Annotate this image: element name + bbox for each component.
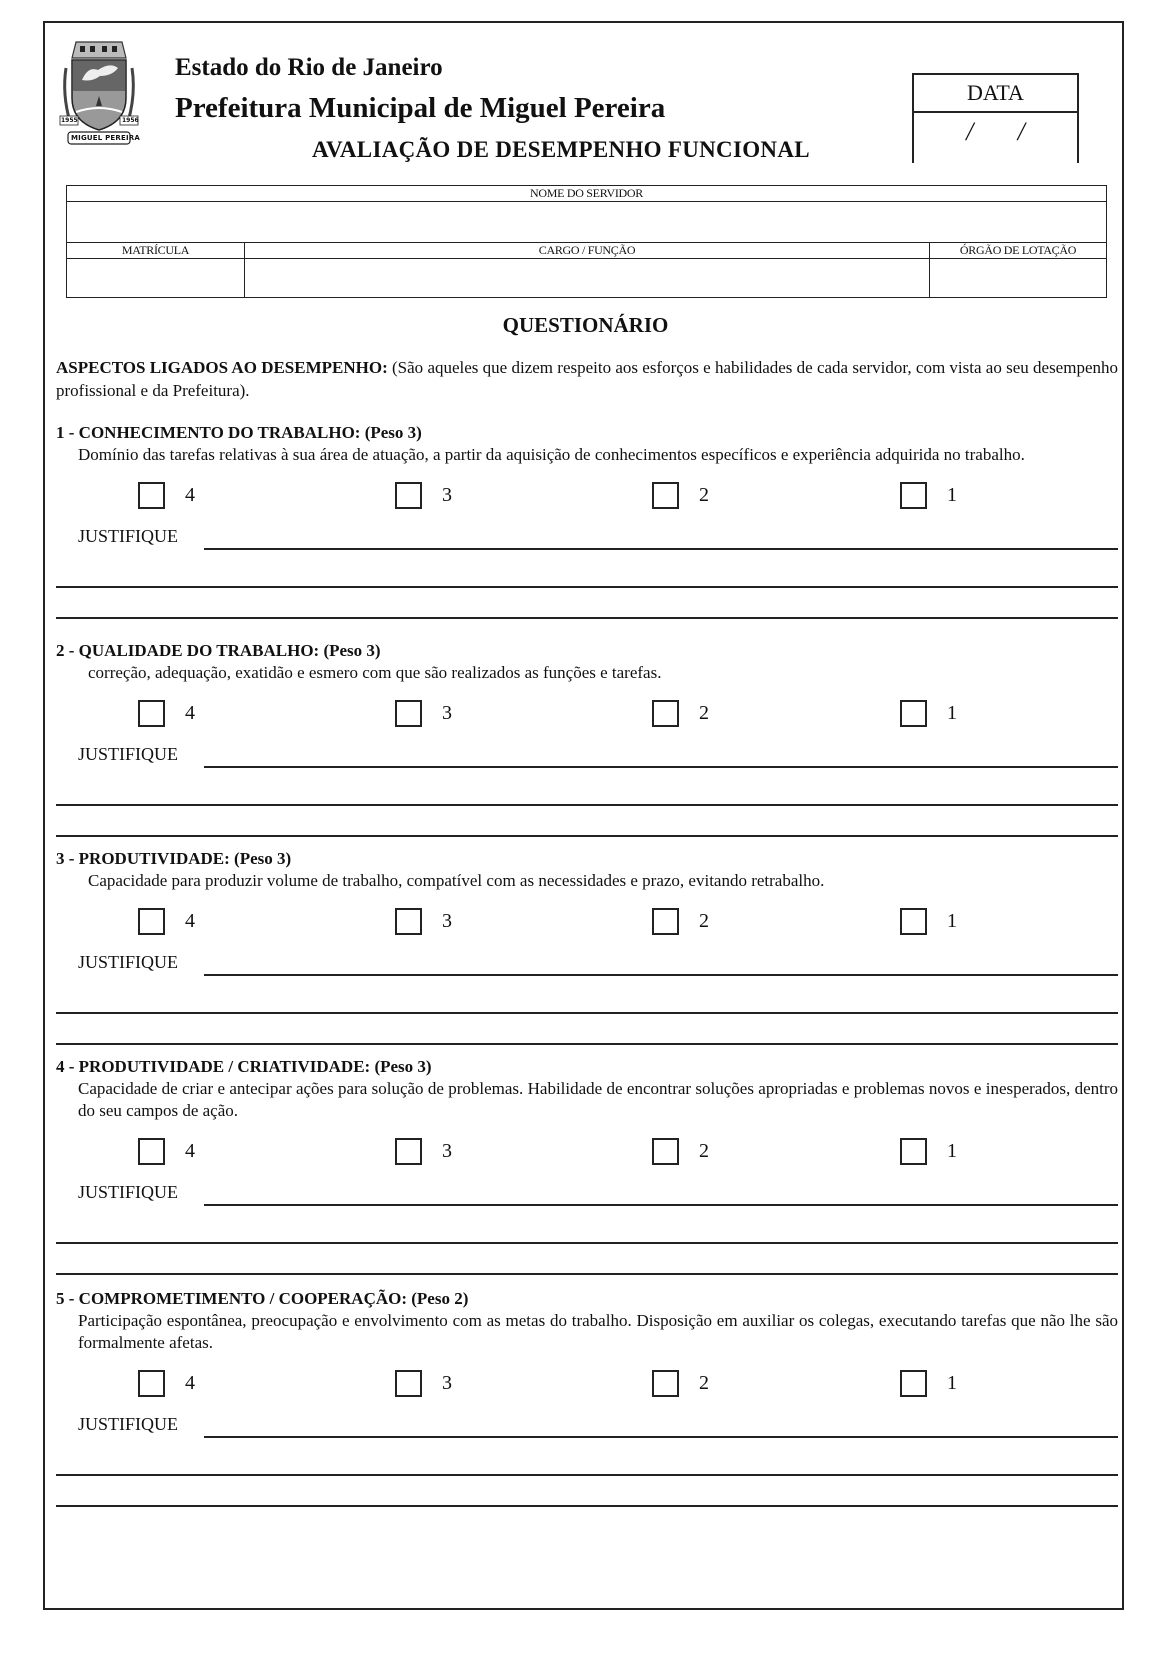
intro-heading: ASPECTOS LIGADOS AO DESEMPENHO: xyxy=(56,358,388,377)
question-description: Participação espontânea, preocupação e envolvimento com as metas do trabalho. Disposição em auxiliar os colegas, executando tarefas que não lhe são formalmente afetas. xyxy=(78,1311,1118,1352)
rating-option-3[interactable] xyxy=(395,1138,452,1165)
rating-option-1[interactable] xyxy=(900,1370,957,1397)
justify-line-3[interactable] xyxy=(56,617,1118,619)
justify-row xyxy=(56,526,1118,558)
rating-option-4[interactable] xyxy=(138,700,195,727)
rating-options xyxy=(56,692,1118,742)
question-weight: (Peso 3) xyxy=(234,849,292,868)
employee-info-table xyxy=(66,185,1107,298)
date-separator: / xyxy=(1017,117,1025,146)
rating-option-1[interactable] xyxy=(900,700,957,727)
rating-value-label: 3 xyxy=(442,1372,452,1394)
questionnaire-title: QUESTIONÁRIO xyxy=(502,313,669,337)
justify-line-2[interactable] xyxy=(56,1242,1118,1244)
cargo-funcao-label: CARGO / FUNÇÃO xyxy=(245,243,930,259)
justify-row xyxy=(56,1182,1118,1214)
checkbox[interactable] xyxy=(395,1370,422,1397)
rating-value-label: 2 xyxy=(699,1140,709,1162)
question-weight: (Peso 3) xyxy=(374,1057,432,1076)
rating-value-label: 2 xyxy=(699,702,709,724)
rating-option-3[interactable] xyxy=(395,908,452,935)
justify-line-2[interactable] xyxy=(56,804,1118,806)
date-label: DATA xyxy=(914,75,1077,113)
rating-value-label: 3 xyxy=(442,1140,452,1162)
nome-servidor-input[interactable] xyxy=(67,202,1106,242)
checkbox[interactable] xyxy=(395,1138,422,1165)
justify-label: JUSTIFIQUE xyxy=(78,1414,179,1434)
rating-option-3[interactable] xyxy=(395,482,452,509)
prefeitura-name: Prefeitura Municipal de Miguel Pereira xyxy=(175,92,666,124)
justify-line-1[interactable] xyxy=(204,766,1118,768)
justify-row xyxy=(56,1414,1118,1446)
rating-option-4[interactable] xyxy=(138,908,195,935)
rating-value-label: 1 xyxy=(947,702,957,724)
question-title-text: 4 - PRODUTIVIDADE / CRIATIVIDADE: xyxy=(56,1057,371,1076)
rating-value-label: 4 xyxy=(185,702,195,724)
orgao-lotacao-cell xyxy=(930,259,1107,298)
checkbox[interactable] xyxy=(138,908,165,935)
checkbox[interactable] xyxy=(395,482,422,509)
checkbox[interactable] xyxy=(652,1138,679,1165)
question-section-3 xyxy=(56,848,1118,1045)
justify-line-1[interactable] xyxy=(204,974,1118,976)
question-weight: (Peso 3) xyxy=(323,641,381,660)
question-description: Capacidade de criar e antecipar ações para solução de problemas. Habilidade de encontrar soluções apropriadas e problemas novos e inesperados, dentro do seu campos de ação. xyxy=(78,1079,1118,1120)
justify-line-3[interactable] xyxy=(56,1043,1118,1045)
question-title xyxy=(56,422,1118,444)
rating-value-label: 2 xyxy=(699,1372,709,1394)
justify-line-2[interactable] xyxy=(56,1474,1118,1476)
rating-value-label: 2 xyxy=(699,484,709,506)
question-title-text: 2 - QUALIDADE DO TRABALHO: xyxy=(56,641,320,660)
rating-value-label: 1 xyxy=(947,484,957,506)
rating-value-label: 3 xyxy=(442,702,452,724)
rating-option-1[interactable] xyxy=(900,482,957,509)
rating-value-label: 1 xyxy=(947,910,957,932)
coat-of-arms-icon xyxy=(54,34,144,146)
justify-line-3[interactable] xyxy=(56,1273,1118,1275)
cargo-funcao-cell xyxy=(245,259,930,298)
checkbox[interactable] xyxy=(900,482,927,509)
rating-option-3[interactable] xyxy=(395,1370,452,1397)
logo-caption: MIGUEL PEREIRA xyxy=(71,134,140,142)
rating-value-label: 3 xyxy=(442,484,452,506)
date-field[interactable] xyxy=(914,117,1077,147)
rating-options xyxy=(56,474,1118,524)
rating-options xyxy=(56,1130,1118,1180)
question-title-text: 5 - COMPROMETIMENTO / COOPERAÇÃO: xyxy=(56,1289,408,1308)
nome-servidor-label: NOME DO SERVIDOR xyxy=(67,186,1107,202)
question-description: Capacidade para produzir volume de trabalho, compatível com as necessidades e prazo, evitando retrabalho. xyxy=(88,871,825,890)
checkbox[interactable] xyxy=(900,700,927,727)
justify-line-1[interactable] xyxy=(204,1436,1118,1438)
question-description: Domínio das tarefas relativas à sua área de atuação, a partir da aquisição de conhecimentos específicos e experiência adquirida no trabalho. xyxy=(78,445,1025,464)
form-title: AVALIAÇÃO DE DESEMPENHO FUNCIONAL xyxy=(312,137,810,162)
checkbox[interactable] xyxy=(138,700,165,727)
rating-value-label: 4 xyxy=(185,1140,195,1162)
matricula-cell xyxy=(67,259,245,298)
checkbox[interactable] xyxy=(138,1138,165,1165)
checkbox[interactable] xyxy=(138,1370,165,1397)
justify-line-3[interactable] xyxy=(56,1505,1118,1507)
rating-option-4[interactable] xyxy=(138,1370,195,1397)
checkbox[interactable] xyxy=(900,1138,927,1165)
question-weight: (Peso 2) xyxy=(411,1289,469,1308)
justify-row xyxy=(56,952,1118,984)
question-title-text: 1 - CONHECIMENTO DO TRABALHO: xyxy=(56,423,361,442)
question-title-text: 3 - PRODUTIVIDADE: xyxy=(56,849,230,868)
justify-row xyxy=(56,744,1118,776)
rating-option-4[interactable] xyxy=(138,1138,195,1165)
justify-line-3[interactable] xyxy=(56,835,1118,837)
justify-line-2[interactable] xyxy=(56,1012,1118,1014)
matricula-label: MATRÍCULA xyxy=(67,243,245,259)
checkbox[interactable] xyxy=(395,700,422,727)
rating-option-3[interactable] xyxy=(395,700,452,727)
question-section-2 xyxy=(56,640,1118,837)
justify-line-1[interactable] xyxy=(204,1204,1118,1206)
rating-option-4[interactable] xyxy=(138,482,195,509)
question-section-1 xyxy=(56,422,1118,619)
question-title xyxy=(56,1056,1118,1078)
rating-option-2[interactable] xyxy=(652,482,709,509)
rating-options xyxy=(56,1362,1118,1412)
rating-value-label: 1 xyxy=(947,1372,957,1394)
question-section-5 xyxy=(56,1288,1118,1507)
rating-option-2[interactable] xyxy=(652,908,709,935)
rating-option-1[interactable] xyxy=(900,1138,957,1165)
checkbox[interactable] xyxy=(652,700,679,727)
matricula-input[interactable] xyxy=(67,259,244,297)
justify-label: JUSTIFIQUE xyxy=(78,744,179,764)
rating-value-label: 2 xyxy=(699,910,709,932)
state-name: Estado do Rio de Janeiro xyxy=(175,54,443,81)
justify-label: JUSTIFIQUE xyxy=(78,952,179,972)
checkbox[interactable] xyxy=(652,908,679,935)
checkbox[interactable] xyxy=(900,908,927,935)
rating-option-2[interactable] xyxy=(652,700,709,727)
justify-line-1[interactable] xyxy=(204,548,1118,550)
checkbox[interactable] xyxy=(652,482,679,509)
rating-option-2[interactable] xyxy=(652,1370,709,1397)
rating-value-label: 4 xyxy=(185,1372,195,1394)
intro-paragraph xyxy=(56,356,1118,402)
checkbox[interactable] xyxy=(900,1370,927,1397)
checkbox[interactable] xyxy=(138,482,165,509)
rating-options xyxy=(56,900,1118,950)
intro-text: (São aqueles que dizem respeito aos esforços e habilidades de cada servidor, com vista ao seu desempenho profissional e da Prefeitura). xyxy=(56,358,1118,400)
rating-option-2[interactable] xyxy=(652,1138,709,1165)
checkbox[interactable] xyxy=(652,1370,679,1397)
cargo-funcao-input[interactable] xyxy=(245,259,929,297)
question-title xyxy=(56,1288,1118,1310)
logo-year-left: 1955 xyxy=(61,117,78,124)
rating-option-1[interactable] xyxy=(900,908,957,935)
justify-label: JUSTIFIQUE xyxy=(78,1182,179,1202)
nome-servidor-cell xyxy=(67,202,1107,243)
orgao-lotacao-label: ÓRGÃO DE LOTAÇÃO xyxy=(930,243,1107,259)
justify-label: JUSTIFIQUE xyxy=(78,526,179,546)
question-section-4 xyxy=(56,1056,1118,1275)
rating-value-label: 3 xyxy=(442,910,452,932)
date-separator: / xyxy=(966,117,974,146)
logo-year-right: 1956 xyxy=(122,117,139,124)
checkbox[interactable] xyxy=(395,908,422,935)
question-description: correção, adequação, exatidão e esmero com que são realizados as funções e tarefas. xyxy=(88,663,662,682)
question-weight: (Peso 3) xyxy=(364,423,422,442)
rating-value-label: 4 xyxy=(185,910,195,932)
rating-value-label: 1 xyxy=(947,1140,957,1162)
rating-value-label: 4 xyxy=(185,484,195,506)
question-title xyxy=(56,640,1118,662)
question-title xyxy=(56,848,1118,870)
orgao-lotacao-input[interactable] xyxy=(930,259,1106,297)
justify-line-2[interactable] xyxy=(56,586,1118,588)
date-box xyxy=(912,73,1079,163)
